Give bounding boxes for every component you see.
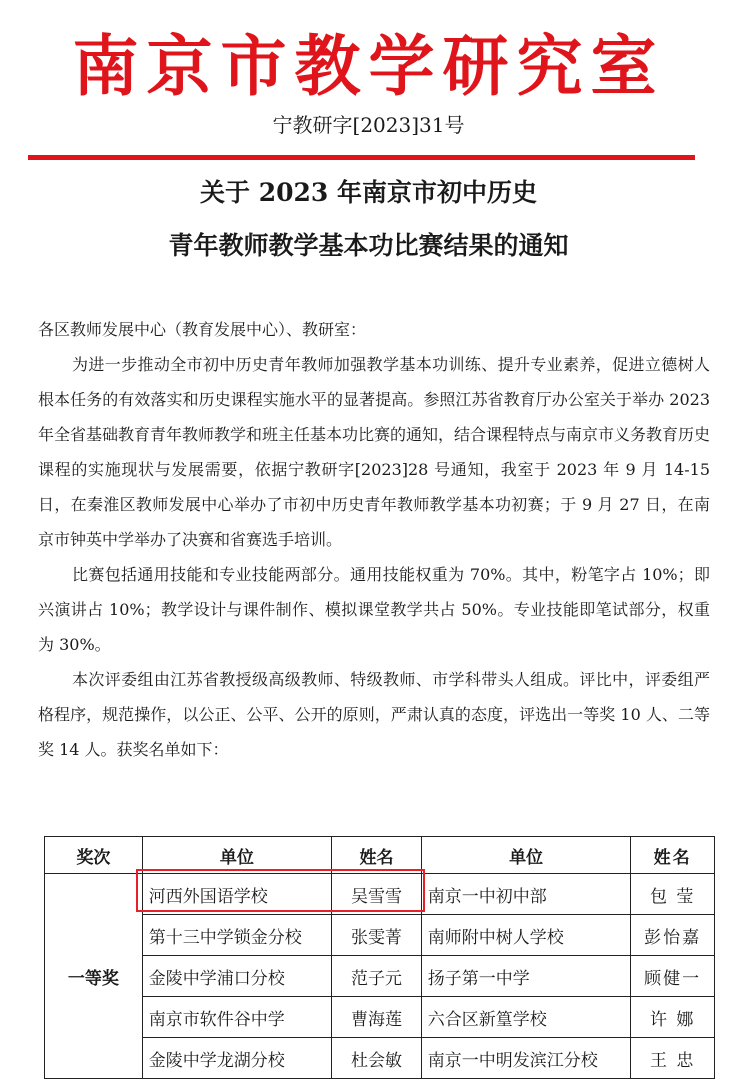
notice-body [38, 312, 710, 767]
name-cell: 顾健一 [631, 956, 715, 997]
header-name-2: 姓名 [631, 837, 715, 874]
name-cell: 彭怡嘉 [631, 915, 715, 956]
unit-cell: 南京市软件谷中学 [142, 997, 331, 1038]
name-cell: 许 娜 [631, 997, 715, 1038]
name-cell: 范子元 [332, 956, 422, 997]
name-cell: 王 忠 [631, 1038, 715, 1079]
table-row [45, 915, 715, 956]
unit-cell: 金陵中学浦口分校 [142, 956, 331, 997]
header-unit-1: 单位 [142, 837, 331, 874]
table-row [45, 1038, 715, 1079]
name-cell: 张雯菁 [332, 915, 422, 956]
red-divider [28, 155, 695, 160]
title-line-1: 关于 2023 年南京市初中历史 [200, 178, 537, 207]
unit-cell: 河西外国语学校 [142, 874, 331, 915]
title-line-2: 青年教师教学基本功比赛结果的通知 [168, 231, 569, 260]
org-masthead: 南京市教学研究室 [72, 28, 665, 105]
unit-cell: 南京一中明发滨江分校 [421, 1038, 631, 1079]
unit-cell: 金陵中学龙湖分校 [142, 1038, 331, 1079]
unit-cell: 六合区新篁学校 [421, 997, 631, 1038]
paragraph-1: 为进一步推动全市初中历史青年教师加强教学基本功训练、提升专业素养，促进立德树人根本任务的有效落实和历史课程实施水平的显著提高。参照江苏省教育厅办公室关于举办 2023 年全省基础教育青年教师教学和班主任基本功比赛的通知，结合课程特点与南京市义务教育历史课程的实施现状与发展需要，依据宁教研字[2023]28 号通知，我室于 2023 年 9 月 14-15 日，在秦淮区教师发展中心举办了市初中历史青年教师教学基本功初赛；于 9 月 27 日，在南京市钟英中学举办了决赛和省赛选手培训。 [38, 355, 711, 549]
unit-cell: 南京一中初中部 [421, 874, 631, 915]
header-unit-2: 单位 [421, 837, 631, 874]
awards-table [44, 836, 715, 1079]
name-cell: 曹海莲 [332, 997, 422, 1038]
document-number: 宁教研字[2023]31号 [272, 113, 465, 137]
header-award: 奖次 [45, 837, 143, 874]
unit-cell: 南师附中树人学校 [421, 915, 631, 956]
table-row [45, 997, 715, 1038]
table-header-row [45, 837, 715, 874]
header-name-1: 姓名 [332, 837, 422, 874]
unit-cell: 扬子第一中学 [421, 956, 631, 997]
award-level: 一等奖 [45, 874, 143, 1079]
table-row [45, 874, 715, 915]
name-cell: 杜会敏 [332, 1038, 422, 1079]
name-cell: 包 莹 [631, 874, 715, 915]
unit-cell: 第十三中学锁金分校 [142, 915, 331, 956]
paragraph-2: 比赛包括通用技能和专业技能两部分。通用技能权重为 70%。其中，粉笔字占 10%；即兴演讲占 10%；教学设计与课件制作、模拟课堂教学共占 50%。专业技能即笔试部分，权重为 30%。 [38, 565, 710, 654]
name-cell: 吴雪雪 [332, 874, 422, 915]
table-row [45, 956, 715, 997]
greeting: 各区教师发展中心（教育发展中心）、教研室： [38, 320, 367, 339]
paragraph-3: 本次评委组由江苏省教授级高级教师、特级教师、市学科带头人组成。评比中，评委组严格程序，规范操作，以公正、公平、公开的原则，严肃认真的态度，评选出一等奖 10 人、二等奖 14 人。获奖名单如下： [38, 670, 710, 759]
